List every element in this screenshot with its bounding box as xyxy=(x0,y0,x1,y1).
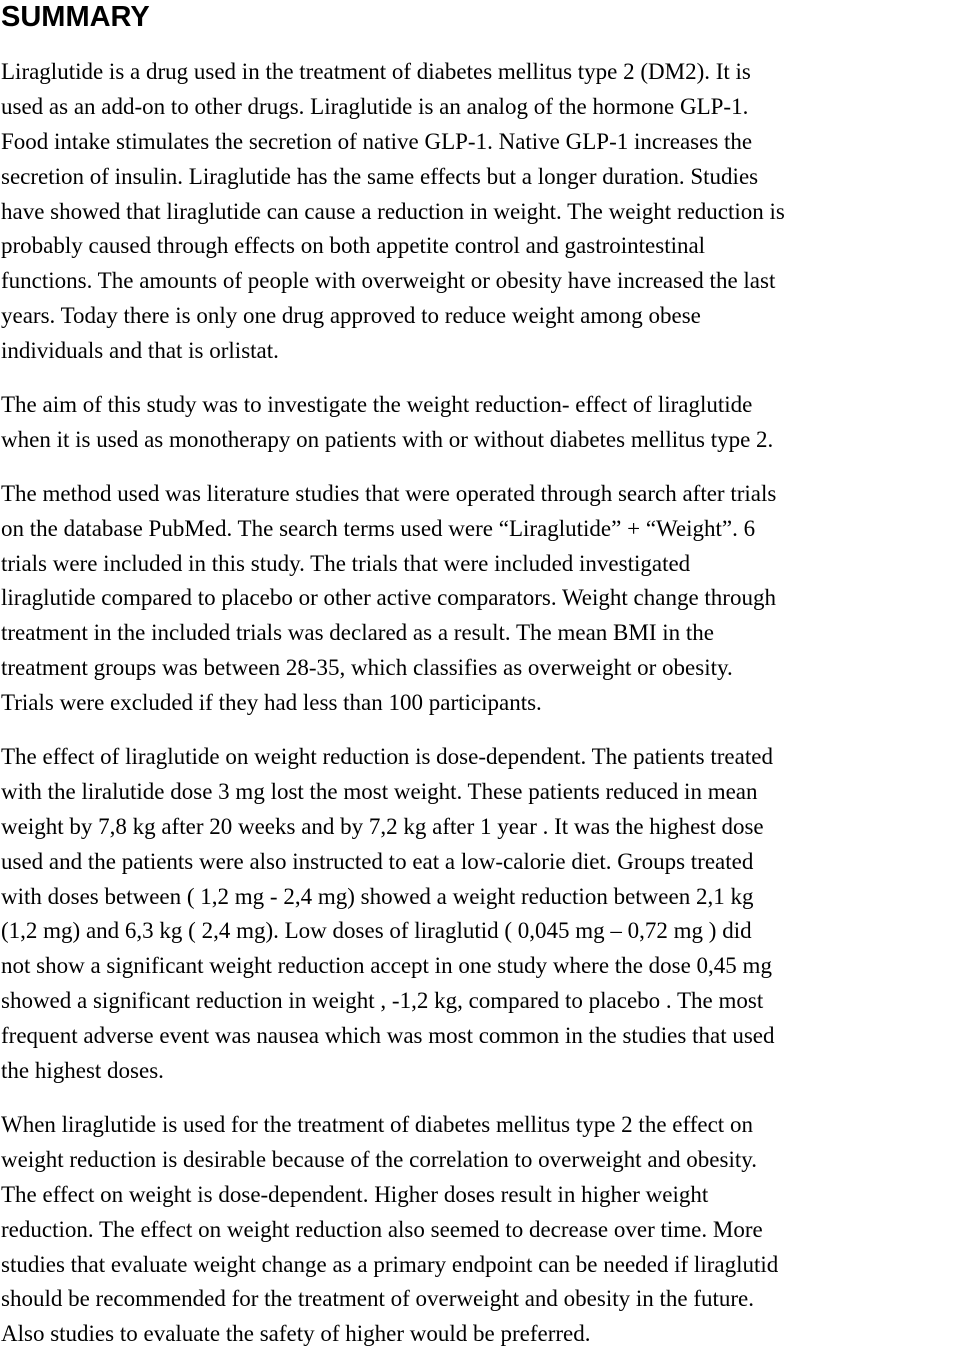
text-line: individuals and that is orlistat. xyxy=(1,338,279,364)
text-line: showed a significant reduction in weight , -1,2 kg, compared to placebo . The most xyxy=(1,988,764,1014)
text-line: not show a significant weight reduction accept in one study where the dose 0,45 mg xyxy=(1,953,772,979)
text-line: The aim of this study was to investigate the weight reduction- effect of liraglutide xyxy=(1,392,753,418)
text-line: functions. The amounts of people with overweight or obesity have increased the last xyxy=(1,268,776,294)
text-line: treatment groups was between 28-35, which classifies as overweight or obesity. xyxy=(1,655,733,681)
paragraph-aim xyxy=(1,388,960,458)
text-line: used and the patients were also instructed to eat a low-calorie diet. Groups treated xyxy=(1,848,754,874)
text-line: Trials were excluded if they had less than 100 participants. xyxy=(1,690,542,716)
text-line: Also studies to evaluate the safety of higher would be preferred. xyxy=(1,1321,591,1347)
text-line: liraglutide compared to placebo or other active comparators. Weight change through xyxy=(1,585,776,611)
text-line: frequent adverse event was nausea which was most common in the studies that used xyxy=(1,1023,775,1049)
text-line: have showed that liraglutide can cause a reduction in weight. The weight reduction is xyxy=(1,198,785,224)
paragraph-background xyxy=(1,55,960,369)
text-line: with the liralutide dose 3 mg lost the most weight. These patients reduced in mean xyxy=(1,778,758,804)
text-line: reduction. The effect on weight reduction also seemed to decrease over time. More xyxy=(1,1216,763,1242)
text-line: years. Today there is only one drug approved to reduce weight among obese xyxy=(1,303,701,329)
text-line: weight reduction is desirable because of the correlation to overweight and obesity. xyxy=(1,1146,757,1172)
paragraph-method xyxy=(1,477,960,721)
text-line: with doses between ( 1,2 mg - 2,4 mg) showed a weight reduction between 2,1 kg xyxy=(1,883,754,909)
text-line: probably caused through effects on both appetite control and gastrointestinal xyxy=(1,233,706,259)
text-line: the highest doses. xyxy=(1,1058,164,1084)
section-heading: SUMMARY xyxy=(1,1,150,33)
paragraph-conclusion xyxy=(1,1108,960,1352)
text-line: (1,2 mg) and 6,3 kg ( 2,4 mg). Low doses of liraglutid ( 0,045 mg – 0,72 mg ) did xyxy=(1,918,752,944)
text-line: trials were included in this study. The trials that were included investigated xyxy=(1,550,691,576)
paragraph-results xyxy=(1,740,960,1089)
text-line: The effect of liraglutide on weight reduction is dose-dependent. The patients treated xyxy=(1,744,773,770)
text-line: When liraglutide is used for the treatment of diabetes mellitus type 2 the effect on xyxy=(1,1111,753,1137)
text-line: Liraglutide is a drug used in the treatment of diabetes mellitus type 2 (DM2). It is xyxy=(1,59,751,84)
text-line: secretion of insulin. Liraglutide has the same effects but a longer duration. Studies xyxy=(1,163,759,189)
text-line: The effect on weight is dose-dependent. Higher doses result in higher weight xyxy=(1,1181,709,1207)
text-line: The method used was literature studies that were operated through search after trials xyxy=(1,480,777,506)
text-line: on the database PubMed. The search terms used were “Liraglutide” + “Weight”. 6 xyxy=(1,515,756,541)
text-line: treatment in the included trials was declared as a result. The mean BMI in the xyxy=(1,620,714,646)
text-line: should be recommended for the treatment of overweight and obesity in the future. xyxy=(1,1286,755,1312)
text-line: when it is used as monotherapy on patients with or without diabetes mellitus type 2. xyxy=(1,426,774,452)
text-line: used as an add-on to other drugs. Liraglutide is an analog of the hormone GLP-1. xyxy=(1,93,749,119)
text-line: Food intake stimulates the secretion of native GLP-1. Native GLP-1 increases the xyxy=(1,128,753,154)
text-line: studies that evaluate weight change as a primary endpoint can be needed if liraglutid xyxy=(1,1251,779,1277)
text-line: weight by 7,8 kg after 20 weeks and by 7,2 kg after 1 year . It was the highest dose xyxy=(1,813,764,839)
